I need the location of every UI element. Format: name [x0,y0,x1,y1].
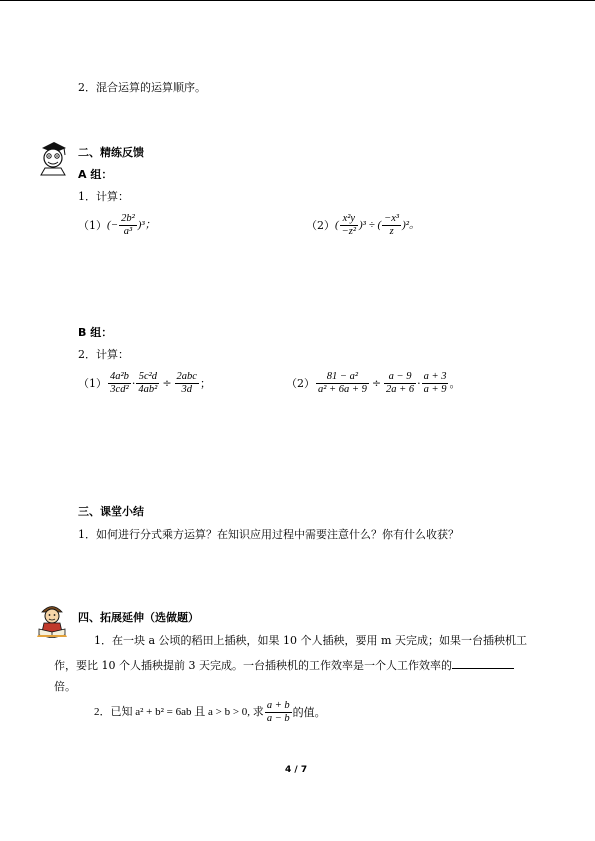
a1-label: （1） [78,218,107,232]
b2-numerator-3: a + 3 [422,371,449,384]
group-a-label: A 组： [78,168,113,181]
a2-numerator-2: −x³ [382,213,401,226]
section4-problem-2 [94,700,326,725]
b1-numerator-1: 4a²b [108,371,131,384]
b2-suffix: 。 [449,376,461,390]
p2-suffix: 的值。 [292,705,326,719]
a2-lparen: ( [335,218,339,231]
a1-fraction [119,213,137,238]
group-b-label: B 组： [78,326,113,339]
b1-label: （1） [78,376,107,390]
a1-suffix: )³； [137,218,156,231]
intro-item-2: 2．混合运算的运算顺序。 [78,81,206,94]
section3-question-1: 1．如何进行分式乘方运算？在知识应用过程中需要注意什么？你有什么收获？ [78,528,459,541]
b1-numerator-3: 2abc [175,371,199,384]
b2-denominator-1: a² + 6a + 9 [318,384,367,396]
a2-fraction-2 [382,213,401,238]
b2-numerator-1: 81 − a² [316,371,369,384]
b1-denominator-1: 3cd² [110,384,129,396]
problem-1-line-2-text: 作，要比 10 个人插秧提前 3 天完成。一台插秧机的工作效率是一个人工作效率的 [54,659,452,672]
section4-problem-1-line-2 [54,657,514,672]
section2-title: 二、精练反馈 [78,146,144,159]
section3-title: 三、课堂小结 [78,505,144,518]
student-cartoon-icon [36,140,70,176]
b2-fraction-1 [316,371,369,396]
a2-numerator-1: x²y [340,213,358,226]
answer-blank[interactable] [452,657,514,669]
a2-suffix: )²。 [402,218,421,231]
b-problem-2 [286,371,460,396]
b1-fraction-3 [175,371,199,396]
a-question-1: 1．计算： [78,190,129,203]
a-problem-2 [306,213,420,238]
b1-fraction-2 [136,371,159,396]
b-question-2: 2．计算： [78,348,129,361]
b1-fraction-1 [108,371,131,396]
page-number: 4 / 7 [285,765,308,775]
b2-divide: ÷ [371,376,382,390]
b2-numerator-2: a − 9 [384,371,416,384]
a2-fraction-1 [340,213,358,238]
a1-denominator: a³ [123,226,133,238]
p2-denominator: a − b [266,713,290,725]
b2-fraction-2 [384,371,416,396]
p2-fraction [265,700,292,725]
b2-label: （2） [286,376,315,390]
a1-prefix: (− [107,218,119,231]
b1-numerator-2: 5c²d [136,371,159,384]
a2-denominator-2: z [389,226,394,238]
b1-suffix: ； [199,376,211,390]
section4-problem-1-line-1: 1．在一块 a 公顷的稻田上插秧，如果 10 个人插秧，要用 m 天完成；如果一台插秧机工 [94,634,527,647]
p2-prefix: 2．已知 a² + b² = 6ab 且 a > b > 0, 求 [94,705,264,718]
a-problem-1 [78,213,156,238]
b1-denominator-3: 3d [181,384,192,396]
b1-denominator-2: 4ab² [138,384,158,396]
b2-denominator-3: a + 9 [423,384,447,396]
a2-middle: )³ ÷ ( [359,218,382,231]
a2-label: （2） [306,218,335,232]
top-rule [0,0,595,1]
p2-numerator: a + b [265,700,292,713]
b2-dot: · [417,376,421,390]
b2-denominator-2: 2a + 6 [386,384,415,396]
b1-dot: · [131,376,136,390]
reading-student-icon [34,602,70,638]
section4-problem-1-line-3: 倍。 [54,680,76,693]
b2-fraction-3 [422,371,449,396]
b1-divide: ÷ [162,376,172,390]
section4-title: 四、拓展延伸（选做题） [78,611,199,624]
b-problem-1 [78,371,211,396]
a1-numerator: 2b² [119,213,137,226]
a2-denominator-1: −z² [341,226,356,238]
